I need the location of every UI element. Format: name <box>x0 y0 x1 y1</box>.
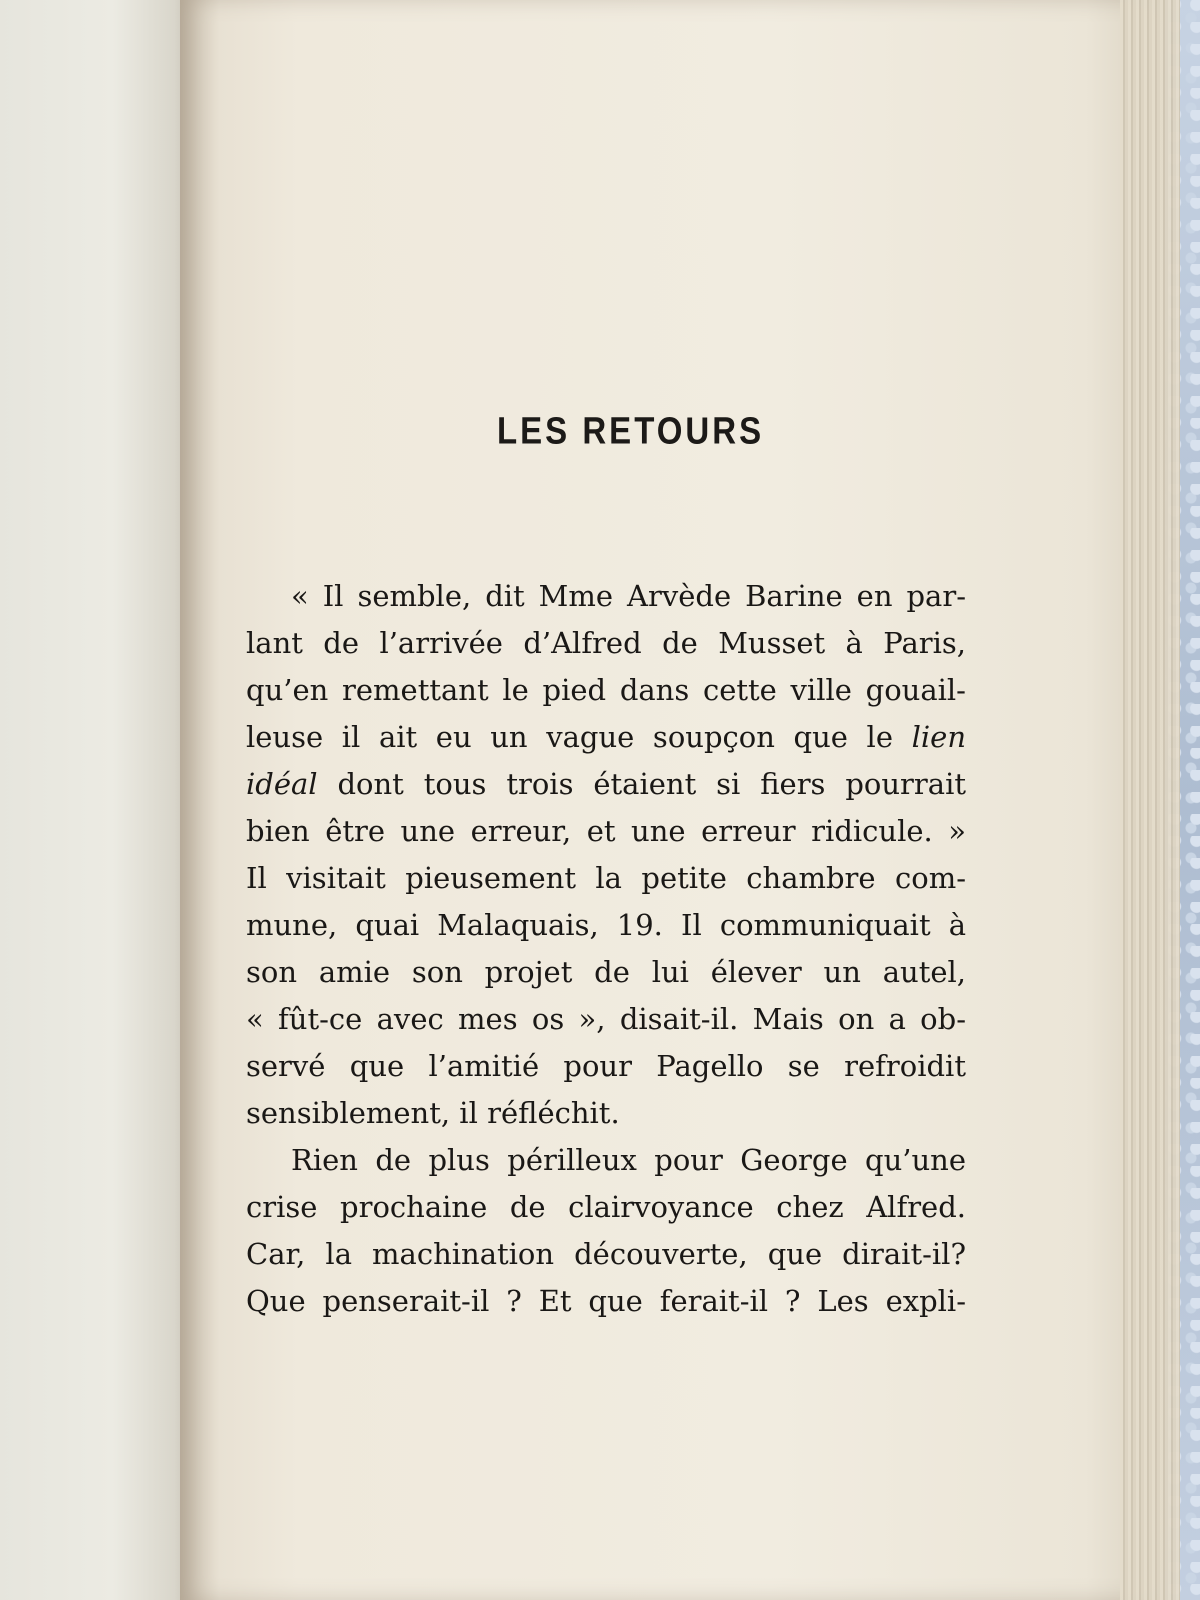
page-edges <box>1120 0 1180 1600</box>
left-page <box>0 0 205 1600</box>
text-line: servé que l’amitié pour Pagello se refroidit <box>246 1049 966 1083</box>
text-line: « fût-ce avec mes os », disait-il. Mais on a ob- <box>246 1002 966 1036</box>
chapter-title: LES RETOURS <box>497 409 765 452</box>
text-line: Car, la machination découverte, que dirait-il? <box>246 1237 966 1271</box>
text-line: bien être une erreur, et une erreur ridicule. » <box>246 814 966 848</box>
text-line: Que penserait-il ? Et que ferait-il ? Les expli- <box>246 1284 966 1318</box>
text-line: lant de l’arrivée d’Alfred de Musset à Paris, <box>246 626 966 660</box>
text-line: crise prochaine de clairvoyance chez Alfred. <box>246 1190 966 1224</box>
text-line: Il visitait pieusement la petite chambre com- <box>246 861 966 895</box>
text-line: son amie son projet de lui élever un autel, <box>246 955 966 989</box>
text-line: sensiblement, il réfléchit. <box>246 1096 620 1130</box>
body-text <box>246 573 966 1325</box>
text-line: Rien de plus périlleux pour George qu’une <box>291 1143 966 1177</box>
text-line: « Il semble, dit Mme Arvède Barine en par- <box>291 579 966 613</box>
text-line: qu’en remettant le pied dans cette ville gouail- <box>246 673 966 707</box>
text-line: mune, quai Malaquais, 19. Il communiquait à <box>246 908 966 942</box>
text-line: idéal dont tous trois étaient si fiers pourrait <box>246 767 966 801</box>
text-line: leuse il ait eu un vague soupçon que le lien <box>246 720 966 754</box>
